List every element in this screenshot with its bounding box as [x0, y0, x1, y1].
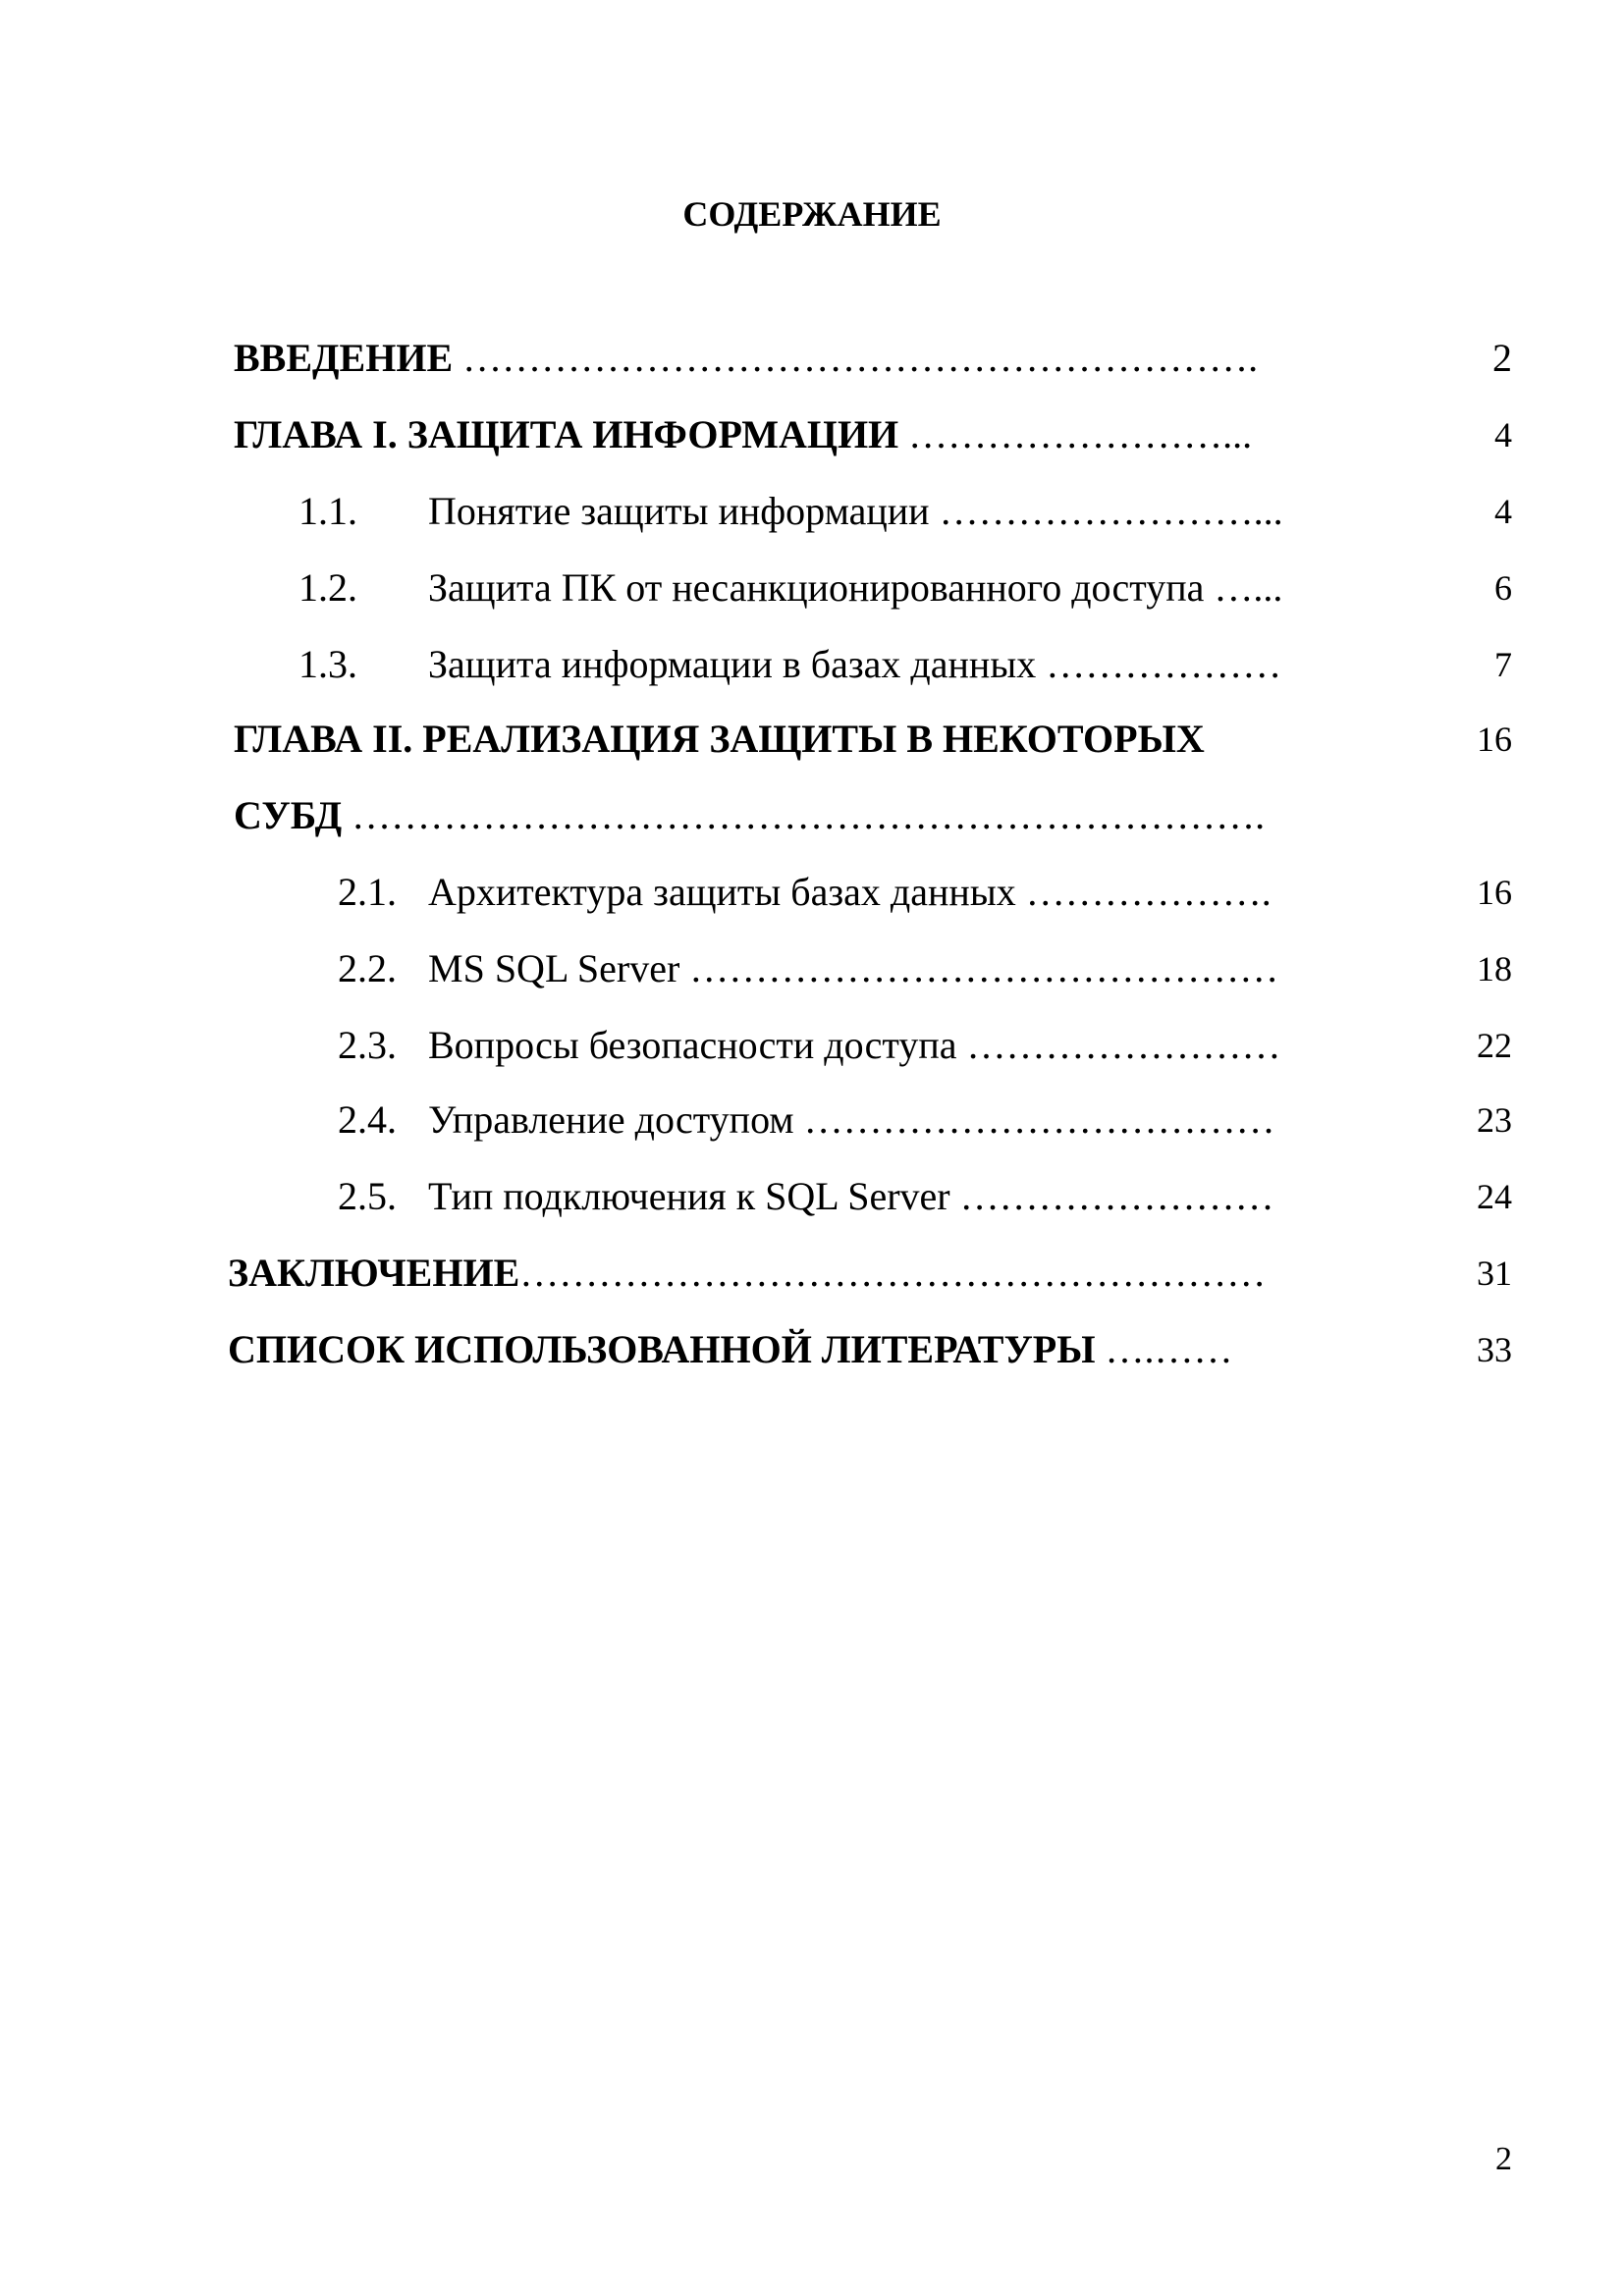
- toc-entry-chapter-2[interactable]: [234, 715, 1205, 764]
- toc-page-number: 4: [1494, 415, 1512, 454]
- toc-leader-dots: …………………………………………………….: [453, 336, 1259, 380]
- toc-entry-section-2-2[interactable]: [428, 944, 1278, 993]
- toc-entry-label: ГЛАВА II. РЕАЛИЗАЦИЯ ЗАЩИТЫ В НЕКОТОРЫХ: [234, 717, 1205, 761]
- toc-entry-label: MS SQL Server: [428, 946, 680, 990]
- toc-section-number: 1.1.: [298, 489, 357, 533]
- toc-leader-dots: ………………: [1036, 642, 1282, 686]
- toc-entry-section-2-4[interactable]: [428, 1095, 1275, 1145]
- toc-entry-label: Защита ПК от несанкционированного доступа: [428, 565, 1205, 610]
- toc-section-number: 2.1.: [338, 870, 397, 914]
- toc-entry-introduction[interactable]: [234, 334, 1258, 383]
- toc-leader-dots: …………………………………………………………….: [342, 793, 1266, 837]
- toc-leader-dots: ……………………: [949, 1174, 1274, 1218]
- toc-entry-label: ВВЕДЕНИЕ: [234, 336, 454, 380]
- toc-entry-section-2-5[interactable]: [428, 1172, 1274, 1221]
- toc-entry-chapter-2-continued[interactable]: [234, 791, 1265, 840]
- toc-entry-section-2-1[interactable]: [428, 868, 1272, 917]
- toc-page-number: 7: [1494, 645, 1512, 684]
- toc-entry-label: ЗАКЛЮЧЕНИЕ: [228, 1251, 520, 1295]
- toc-section-number: 2.4.: [338, 1097, 397, 1142]
- toc-leader-dots: ………………………………: [793, 1097, 1275, 1142]
- toc-page-number: 33: [1477, 1330, 1512, 1369]
- toc-entry-section-1-3[interactable]: [428, 640, 1281, 689]
- toc-page-number: 16: [1477, 873, 1512, 912]
- toc-entry-label: Архитектура защиты базах данных: [428, 870, 1016, 914]
- toc-leader-dots: …………………………………………………: [519, 1251, 1267, 1295]
- toc-page-number: 23: [1477, 1100, 1512, 1140]
- toc-section-number: 2.2.: [338, 946, 397, 990]
- page-number: 2: [1495, 2141, 1512, 2177]
- toc-section-number: 2.3.: [338, 1023, 397, 1067]
- toc-entry-label: Вопросы безопасности доступа: [428, 1023, 957, 1067]
- toc-entry-label: Защита информации в базах данных: [428, 642, 1037, 686]
- toc-entry-label: Управление доступом: [428, 1097, 794, 1142]
- toc-leader-dots: …...: [1204, 565, 1283, 610]
- toc-page-number: 2: [1492, 336, 1512, 380]
- toc-page-number: 16: [1477, 720, 1512, 759]
- toc-entry-conclusion[interactable]: [228, 1249, 1266, 1298]
- toc-entry-label: Тип подключения к SQL Server: [428, 1174, 950, 1218]
- toc-entry-section-1-2[interactable]: [428, 563, 1282, 613]
- toc-entry-chapter-1[interactable]: [234, 410, 1252, 459]
- toc-entry-label: Понятие защиты информации: [428, 489, 930, 533]
- toc-page-number: 4: [1494, 492, 1512, 531]
- toc-entry-section-1-1[interactable]: [428, 487, 1283, 536]
- toc-leader-dots: ….……: [1095, 1327, 1233, 1371]
- toc-entry-label: ГЛАВА I. ЗАЩИТА ИНФОРМАЦИИ: [234, 412, 899, 456]
- page-title: СОДЕРЖАНИЕ: [682, 194, 942, 234]
- toc-entry-section-2-3[interactable]: [428, 1021, 1281, 1070]
- toc-leader-dots: ……………………...: [898, 412, 1253, 456]
- toc-section-number: 1.3.: [298, 642, 357, 686]
- toc-page-number: 24: [1477, 1177, 1512, 1216]
- toc-page-number: 6: [1494, 568, 1512, 608]
- toc-leader-dots: ……………….: [1015, 870, 1272, 914]
- toc-section-number: 2.5.: [338, 1174, 397, 1218]
- toc-page-number: 18: [1477, 949, 1512, 988]
- toc-entry-label: СПИСОК ИСПОЛЬЗОВАННОЙ ЛИТЕРАТУРЫ: [228, 1327, 1096, 1371]
- toc-leader-dots: ……………………: [956, 1023, 1281, 1067]
- toc-page-number: 22: [1477, 1026, 1512, 1065]
- toc-page-number: 31: [1477, 1254, 1512, 1293]
- toc-entry-references[interactable]: [228, 1325, 1233, 1374]
- toc-entry-label: СУБД: [234, 793, 343, 837]
- toc-leader-dots: ………………………………………: [679, 946, 1279, 990]
- toc-leader-dots: ……………………...: [929, 489, 1283, 533]
- toc-section-number: 1.2.: [298, 565, 357, 610]
